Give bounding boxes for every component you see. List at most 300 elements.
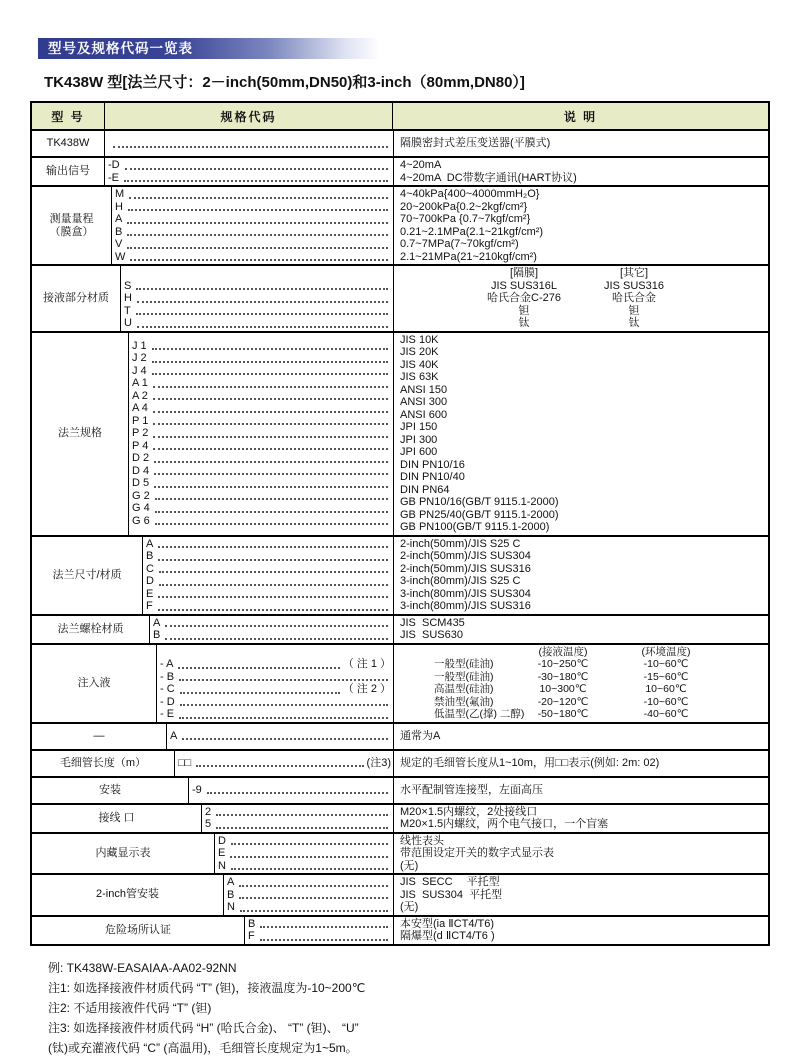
description-line: JIS 40K	[400, 358, 439, 371]
description-value: 高温型(硅油)	[434, 683, 494, 695]
leader-dots	[231, 843, 388, 845]
code-label: - D	[160, 695, 175, 708]
section-row	[32, 185, 768, 264]
description-line: ANSI 600	[400, 408, 448, 421]
code-line	[124, 305, 391, 318]
description-value: 哈氏合金C-276	[487, 292, 561, 304]
description-line: ANSI 300	[400, 396, 448, 408]
description-line	[400, 292, 766, 305]
leader-dots	[158, 546, 388, 548]
leader-dots	[155, 498, 388, 500]
description-cell	[393, 645, 768, 722]
code-label: - B	[160, 670, 175, 683]
code-label: W	[115, 250, 126, 263]
leader-dots	[159, 571, 388, 573]
code-column	[202, 805, 393, 832]
code-line	[132, 440, 391, 453]
leader-dots	[124, 180, 388, 182]
description-line: JIS 20K	[400, 346, 439, 358]
code-label: -9	[192, 783, 202, 796]
leader-dots	[125, 168, 388, 170]
leader-dots	[165, 638, 388, 640]
description-cell	[393, 917, 768, 944]
code-label: -D	[108, 159, 120, 171]
description-value: 钽	[628, 304, 640, 317]
code-label: N	[227, 901, 235, 913]
code-label: D 5	[132, 477, 150, 490]
category-cell	[32, 645, 157, 722]
description-value: -10~250℃	[537, 658, 589, 670]
category-cell	[32, 616, 150, 643]
code-line	[132, 352, 391, 365]
column-header-spec-code: 规格代码	[105, 103, 393, 129]
footnotes	[48, 958, 770, 1058]
leader-dots	[230, 856, 388, 858]
description-value: 钛	[518, 317, 530, 329]
code-line	[124, 292, 391, 305]
code-column	[112, 187, 393, 264]
description-line: 4~20mA DC带数字通讯(HART协议)	[400, 171, 577, 184]
category-label: 法兰尺寸/材质	[52, 568, 122, 581]
description-value: 一般型(硅油)	[434, 670, 494, 683]
code-label: P 2	[132, 427, 149, 440]
description-line	[400, 658, 766, 671]
code-label: - E	[160, 708, 175, 720]
leader-dots	[153, 398, 388, 400]
code-line	[132, 402, 391, 415]
category-label: 测量量程	[49, 212, 94, 225]
code-label: V	[115, 238, 123, 250]
description-line	[400, 683, 766, 696]
code-line	[146, 550, 391, 563]
code-label: 2	[205, 805, 212, 818]
code-label: D 4	[132, 464, 150, 477]
leader-dots	[154, 486, 388, 488]
description-line: 3-inch(80mm)/JIS SUS316	[400, 600, 531, 612]
leader-dots	[155, 511, 388, 513]
spec-table-body	[32, 131, 768, 944]
category-label: 法兰螺栓材质	[57, 622, 124, 635]
code-line	[218, 847, 391, 860]
leader-dots	[130, 259, 388, 261]
category-label: TK438W	[46, 137, 90, 149]
description-cell	[393, 266, 768, 331]
description-line: 2-inch(50mm)/JIS S25 C	[400, 537, 521, 550]
description-line: ANSI 150	[400, 383, 448, 396]
code-note: （ 注 1 ）	[342, 658, 391, 670]
code-line	[132, 340, 391, 353]
table-header-row	[32, 103, 768, 131]
code-label: G 6	[132, 514, 150, 527]
leader-dots	[179, 717, 388, 719]
column-header-description: 说 明	[563, 109, 598, 124]
code-label: N	[218, 859, 226, 872]
code-label: P 4	[132, 439, 149, 452]
code-line	[227, 876, 391, 889]
leader-dots	[180, 692, 340, 694]
category-cell	[32, 875, 224, 915]
spec-table	[30, 101, 770, 946]
description-line: JIS SECC 平托型	[400, 876, 500, 888]
description-line: 线性表头	[400, 834, 444, 847]
code-label: E	[146, 587, 154, 600]
description-line	[400, 708, 766, 721]
description-cell	[393, 751, 768, 776]
code-column	[245, 917, 393, 944]
description-line: JIS SUS304 平托型	[400, 888, 503, 901]
description-line: JIS 10K	[400, 333, 439, 346]
code-line	[115, 188, 391, 201]
footnote-line: 注1: 如选择接液件材质代码 “T” (钽)，接液温度为-10~200℃	[48, 980, 366, 995]
code-label: 5	[205, 818, 212, 830]
description-line: 2-inch(50mm)/JIS SUS316	[400, 562, 531, 575]
section-row	[32, 803, 768, 832]
code-line	[124, 317, 391, 330]
code-line	[115, 251, 391, 264]
code-line	[160, 696, 391, 709]
category-cell	[32, 778, 189, 803]
code-label: J 1	[132, 339, 147, 352]
category-label: 危险场所认证	[105, 923, 171, 936]
code-label: □□	[178, 756, 192, 769]
description-value: -30~180℃	[537, 670, 589, 683]
description-line: GB PN100(GB/T 9115.1-2000)	[400, 521, 550, 533]
leader-dots	[129, 197, 388, 199]
description-cell	[393, 616, 768, 643]
category-label: 接线 口	[98, 811, 135, 824]
code-label: A	[146, 537, 154, 550]
description-line: JIS SCM435	[400, 616, 465, 629]
code-line	[160, 658, 391, 671]
code-line	[160, 683, 391, 696]
code-column	[105, 158, 393, 185]
code-line	[218, 860, 391, 873]
code-line	[115, 213, 391, 226]
leader-dots	[165, 625, 388, 627]
code-column	[157, 645, 393, 722]
code-label: -E	[108, 171, 119, 184]
description-value: -40~60℃	[643, 708, 689, 720]
code-line	[132, 490, 391, 503]
code-line	[248, 930, 391, 943]
code-note: （ 注 2 ）	[342, 683, 391, 695]
code-line	[132, 415, 391, 428]
description-value: (环境温度)	[641, 645, 691, 658]
category-cell	[32, 724, 167, 749]
code-label: U	[124, 317, 132, 329]
code-line	[115, 226, 391, 239]
section-row	[32, 749, 768, 776]
code-line	[146, 600, 391, 613]
description-value: JIS SUS316	[604, 279, 664, 292]
code-line	[108, 159, 391, 172]
description-line: JPI 150	[400, 421, 438, 433]
description-value: 钛	[628, 317, 640, 329]
description-cell	[393, 158, 768, 185]
section-row	[32, 722, 768, 749]
code-label: C	[146, 562, 154, 575]
code-line	[124, 267, 391, 280]
description-line: 4~20mA	[400, 159, 442, 171]
code-label: A 2	[132, 389, 148, 402]
section-row	[32, 331, 768, 535]
code-column	[189, 778, 393, 803]
page-title: TK438W 型[法兰尺寸：2－inch(50mm,DN50)和3-inch（80mm,DN80）]	[44, 74, 525, 91]
code-line	[170, 730, 391, 743]
category-cell	[32, 917, 245, 944]
description-line: 20~200kPa{0.2~2kgf/cm²}	[400, 200, 528, 213]
section-row	[32, 776, 768, 803]
description-line: (无)	[400, 859, 419, 872]
leader-dots	[158, 559, 388, 561]
code-line	[132, 502, 391, 515]
code-line	[146, 563, 391, 576]
code-label: A	[115, 213, 123, 225]
code-column	[150, 616, 393, 643]
description-value: -15~60℃	[643, 670, 689, 683]
category-label: 注入液	[77, 676, 111, 689]
code-column	[175, 751, 393, 776]
leader-dots	[137, 301, 388, 303]
description-line	[400, 317, 766, 330]
description-line: 70~700kPa {0.7~7kgf/cm²}	[400, 213, 531, 225]
category-label: 安装	[99, 783, 121, 796]
leader-dots	[216, 827, 388, 829]
category-label: 毛细管长度（m）	[59, 756, 147, 769]
code-label: T	[124, 304, 131, 317]
code-label: A	[153, 616, 161, 629]
category-cell	[32, 834, 215, 874]
code-line	[108, 137, 391, 150]
description-value: 钽	[518, 304, 530, 317]
code-label: G 2	[132, 489, 150, 502]
description-line: DIN PN10/16	[400, 458, 465, 471]
category-cell	[32, 805, 202, 832]
description-value: (接液温度)	[538, 645, 588, 658]
description-line: M20×1.5内螺纹，两个电气接口，一个盲塞	[400, 818, 609, 830]
category-cell	[32, 131, 105, 156]
description-line: 带范围设定开关的数字式显示表	[400, 847, 554, 859]
leader-dots	[136, 288, 388, 290]
section-row	[32, 873, 768, 915]
code-label: B	[153, 629, 161, 641]
code-label: H	[124, 292, 132, 304]
code-line	[132, 515, 391, 528]
code-column	[143, 537, 393, 614]
description-value: -20~120℃	[537, 695, 589, 708]
category-cell	[32, 158, 105, 185]
category-label: （膜盒）	[49, 225, 94, 238]
leader-dots	[113, 146, 388, 148]
code-label: F	[248, 930, 255, 942]
description-line	[400, 696, 766, 709]
description-line	[400, 267, 766, 280]
code-line	[115, 201, 391, 214]
leader-dots	[152, 373, 388, 375]
description-line	[400, 671, 766, 684]
code-label: D	[218, 834, 226, 847]
category-cell	[32, 537, 143, 614]
code-column	[167, 724, 393, 749]
category-cell	[32, 266, 121, 331]
code-line	[132, 377, 391, 390]
code-label: B	[248, 917, 256, 930]
description-line: 0.7~7MPa(7~70kgf/cm²)	[400, 238, 519, 250]
leader-dots	[240, 910, 388, 912]
description-value	[434, 646, 531, 659]
description-line	[400, 280, 766, 293]
description-line: 3-inch(80mm)/JIS SUS304	[400, 587, 531, 600]
leader-dots	[136, 313, 388, 315]
description-value: 10~60℃	[645, 683, 687, 695]
description-cell	[393, 333, 768, 535]
description-line: GB PN10/16(GB/T 9115.1-2000)	[400, 496, 559, 508]
code-label: - A	[160, 658, 174, 670]
description-value: JIS SUS316L	[490, 279, 558, 292]
description-cell	[393, 537, 768, 614]
description-line: GB PN25/40(GB/T 9115.1-2000)	[400, 508, 559, 521]
description-line: 0.21~2.1MPa(2.1~21kgf/cm²)	[400, 225, 544, 238]
section-row	[32, 915, 768, 944]
code-label: A	[170, 729, 178, 742]
footnote-line: (钛)或充灌液代码 “C” (高温用)，毛细管长度规定为1~5m。	[48, 1040, 358, 1055]
code-line	[248, 918, 391, 931]
code-label: B	[227, 888, 235, 901]
code-line	[124, 280, 391, 293]
code-label: G 4	[132, 502, 150, 515]
leader-dots	[179, 679, 388, 681]
category-cell	[32, 751, 175, 776]
category-label: 接液部分材质	[43, 291, 109, 304]
code-line	[146, 575, 391, 588]
code-line	[132, 477, 391, 490]
code-line	[132, 365, 391, 378]
leader-dots	[158, 609, 388, 611]
description-line	[400, 305, 766, 318]
description-line: 2.1~21MPa(21~210kgf/cm²)	[400, 250, 537, 263]
description-line: (无)	[400, 901, 419, 913]
leader-dots	[180, 704, 388, 706]
section-row	[32, 643, 768, 722]
description-cell	[393, 778, 768, 803]
description-line: 隔膜密封式差压变送器(平膜式)	[400, 137, 551, 150]
code-line	[205, 818, 391, 831]
leader-dots	[154, 473, 388, 475]
code-line	[146, 588, 391, 601]
leader-dots	[182, 738, 388, 740]
description-value: -10~60℃	[643, 658, 689, 670]
code-line	[227, 889, 391, 902]
code-line	[227, 901, 391, 914]
description-value: 哈氏合金	[612, 292, 656, 304]
code-label: A	[227, 876, 235, 888]
leader-dots	[196, 765, 363, 767]
section-row	[32, 156, 768, 185]
description-line: JIS SUS630	[400, 629, 463, 641]
code-line	[153, 617, 391, 630]
category-label: 输出信号	[46, 165, 90, 177]
section-row	[32, 131, 768, 156]
section-row	[32, 614, 768, 643]
leader-dots	[153, 436, 388, 438]
leader-dots	[127, 222, 388, 224]
leader-dots	[239, 897, 388, 899]
leader-dots	[178, 667, 339, 669]
leader-dots	[128, 209, 388, 211]
code-line	[218, 835, 391, 848]
leader-dots	[152, 348, 388, 350]
description-value: -50~180℃	[537, 708, 589, 720]
code-line	[160, 646, 391, 659]
leader-dots	[260, 939, 388, 941]
description-value: 低温型(乙(撑) 二醇)	[434, 708, 525, 720]
code-line	[132, 390, 391, 403]
description-line	[400, 646, 766, 659]
description-line: M20×1.5内螺纹，2处接线口	[400, 805, 538, 818]
description-cell	[393, 834, 768, 874]
leader-dots	[153, 448, 388, 450]
code-label: S	[124, 279, 132, 292]
code-line	[115, 238, 391, 251]
description-cell	[393, 805, 768, 832]
code-label: A 1	[132, 377, 148, 390]
code-line	[160, 708, 391, 721]
code-line	[146, 538, 391, 551]
leader-dots	[127, 247, 388, 249]
code-column	[129, 333, 393, 535]
description-value: 一般型(硅油)	[434, 658, 494, 670]
section-row	[32, 264, 768, 331]
code-label: A 4	[132, 402, 148, 415]
code-line	[153, 629, 391, 642]
code-line	[108, 172, 391, 185]
leader-dots	[127, 234, 388, 236]
code-label: J 2	[132, 352, 147, 365]
code-column	[105, 131, 393, 156]
leader-dots	[153, 423, 388, 425]
description-line: 规定的毛细管长度从1~10m，用□□表示(例如: 2m: 02)	[400, 756, 660, 769]
leader-dots	[153, 411, 388, 413]
description-line: 本安型(ia ⅡCT4/T6)	[400, 917, 495, 930]
section-row	[32, 535, 768, 614]
leader-dots	[158, 596, 388, 598]
code-column	[224, 875, 393, 915]
description-line: 水平配制管连接型，左面高压	[400, 783, 543, 796]
code-line	[205, 806, 391, 819]
leader-dots	[260, 926, 388, 928]
code-line	[178, 757, 391, 770]
footnote-line: 注3: 如选择接液件材质代码 “H” (哈氏合金)、 “T” (钽)、 “U”	[48, 1020, 359, 1035]
description-line: JPI 300	[400, 433, 438, 446]
description-value: [其它]	[619, 267, 649, 279]
category-label: 2-inch管安装	[96, 888, 159, 901]
code-label: B	[146, 550, 154, 562]
leader-dots	[152, 361, 388, 363]
description-line: 4~40kPa{400~4000mmH₂O}	[400, 188, 540, 200]
leader-dots	[159, 584, 388, 586]
code-label: E	[218, 847, 226, 859]
code-label: B	[115, 225, 123, 238]
description-cell	[393, 131, 768, 156]
footnote-line: 注2: 不适用接液件代码 “T” (钽)	[48, 1000, 212, 1015]
code-column	[121, 266, 393, 331]
description-cell	[393, 875, 768, 915]
code-line	[132, 452, 391, 465]
category-label: 法兰规格	[58, 427, 102, 439]
description-line: DIN PN10/40	[400, 471, 465, 483]
description-line: DIN PN64	[400, 483, 450, 496]
leader-dots	[155, 523, 388, 525]
